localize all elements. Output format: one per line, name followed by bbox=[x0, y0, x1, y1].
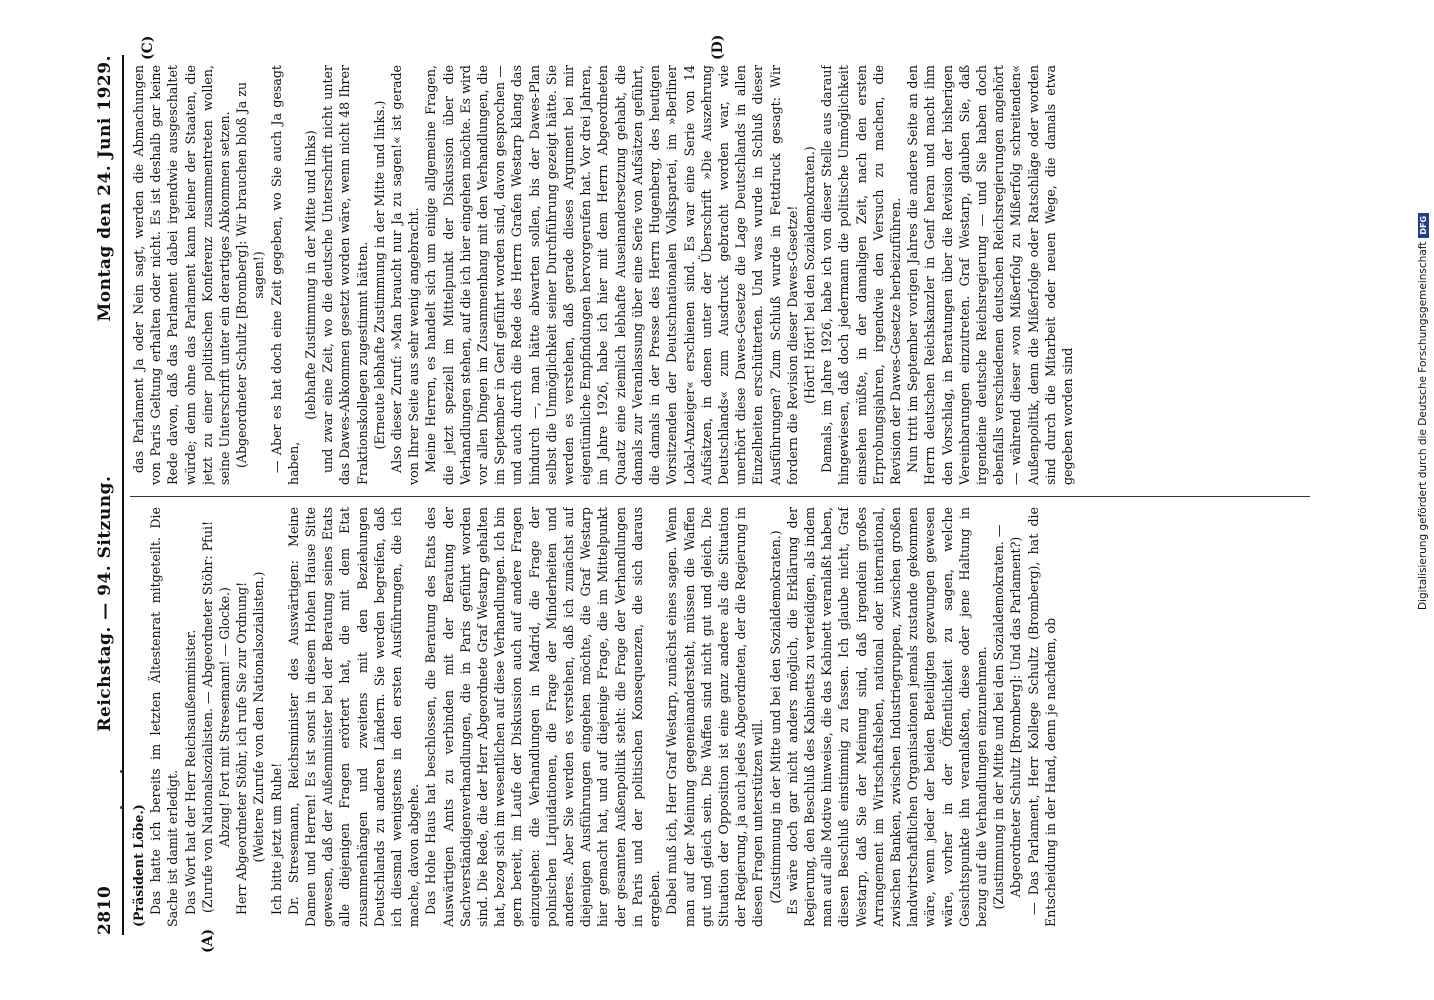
session-date: Montag den 24. Juni 1929. bbox=[95, 55, 115, 322]
interjection: (Hört! Hört! bei den Sozialdemokraten.) bbox=[801, 146, 817, 404]
paragraph: das Parlament Ja oder Nein sagt, werden die Abmachungen von Paris Geltung erhalten oder nicht. Es ist deshalb gar keine Rede davon, daß das Parlament dabei irgendwie ausgeschaltet würde; denn ohne das Parlament kann keiner der Staaten, die jetzt zu einer politischen Konferenz zusammentreten wollen, seine Unterschrift unter ein derartiges Abkommen setzen. bbox=[131, 65, 233, 485]
digitization-caption bbox=[1400, 0, 1434, 1000]
interjection: (Zustimmung in der Mitte und bei den Sozialdemokraten.) bbox=[767, 530, 783, 904]
header-rule bbox=[122, 55, 124, 935]
interjection: (Zurufe von Nationalsozialisten. — Abgeordneter Stöhr: Pfui! Abzug! Fort mit Stresemann! — Glocke.) bbox=[199, 520, 233, 914]
dfg-logo: DFG bbox=[1418, 213, 1429, 238]
column-divider bbox=[130, 496, 1310, 497]
paragraph: Das Hohe Haus hat beschlossen, die Beratung des Etats des Auswärtigen Amts zu verbinden mit der Beratung der Sachverständigenverhandlungen, die in Paris geführt worden sind. Die Rede, die der Herr Abgeordnete Graf Westarp gehalten hat, bezog sich im wesentlichen auf diese Verhandlungen. Ich bin gern bereit, im Laufe der Diskussion auch auf andere Fragen einzugehen: die Verhandlungen in Madrid, die Frage der polnischen Liquidationen, die Frage der Minderheiten und anderes. Aber Sie werden es verstehen, daß ich zunächst auf diejenigen Ausführungen eingehen möchte, die Graf Westarp hier gemacht hat, und auf diejenige Frage, die im Mittelpunkt der gesamten Außenpolitik steht: die Frage der Verhandlungen in Paris und der politischen Konsequenzen, die sich daraus ergeben. bbox=[423, 507, 663, 927]
page-number: 2810 bbox=[95, 885, 115, 935]
session-title: Reichstag. — 94. Sitzung. bbox=[95, 475, 115, 732]
scanned-page bbox=[60, 0, 1360, 1000]
paragraph: Dabei muß ich, Herr Graf Westarp, zunächst eines sagen. Wenn man auf der Meinung gegeneinandersteht, müssen die Waffen gut und gleich sein. Die Waffen sind nicht gut und gleich. Die Situation der Opposition ist eine ganz andere als die Situation der Regierung, ja auch jedes Abgeordneten, der die Regierung in diesen Fragen unterstützen will. bbox=[664, 507, 766, 927]
interjection: (Zustimmung in der Mitte und bei den Sozialdemokraten. — Abgeordneter Schultz [Bromberg]: Und das Parlament?) bbox=[991, 524, 1024, 910]
paragraph: Dr. Stresemann, Reichsminister des Auswärtigen: Meine Damen und Herren! Es ist sonst in diesem Hohen Hause Sitte gewesen, daß der Außenminister bei der Beratung seines Etats alle diejenigen Fragen erörtert hat, die mit dem Etat zusammenhängen und zweitens mit den Beziehungen Deutschlands zu anderen Ländern. Sie werden begreifen, daß ich diesmal wenigstens in den ersten Ausführungen, die ich mache, davon abgehe. bbox=[285, 507, 422, 927]
paragraph: Das Wort hat der Herr Reichsaußenminister. bbox=[182, 629, 198, 915]
right-column bbox=[130, 65, 1330, 485]
paragraph: — Das Parlament, Herr Kollege Schultz (Bromberg), hat die Entscheidung in der Hand, denn je nachdem, ob bbox=[1025, 507, 1058, 927]
interjection: (Abgeordneter Schultz [Bromberg]: Wir brauchen bloß Ja zu sagen!) bbox=[234, 81, 267, 469]
caption-text: Digitalisierung gefördert durch die Deutsche Forschungsgemeinschaft bbox=[1417, 241, 1429, 610]
interjection: (Weitere Zurufe von den Nationalsozialisten.) bbox=[251, 571, 267, 863]
speaker-note: (Präsident Löbe.) bbox=[131, 804, 146, 927]
paragraph: und zwar eine Zeit, wo die deutsche Unterschrift nicht unter das Dawes-Abkommen gesetzt worden wäre, wenn nicht 48 Ihrer Fraktionskollegen zugestimmt hätten. bbox=[320, 65, 370, 485]
scan-speckle bbox=[120, 806, 123, 809]
marker-c: (C) bbox=[140, 35, 156, 60]
scan-speckle bbox=[120, 770, 123, 773]
paragraph: — Aber es hat doch eine Zeit gegeben, wo Sie auch Ja gesagt haben, bbox=[268, 65, 301, 485]
marker-a: (A) bbox=[200, 928, 216, 953]
paragraph: Es wäre doch gar nicht anders möglich, die Erklärung der Regierung, den Beschluß des Kabinetts zu verteidigen, als indem man auf alle Motive hinweise, die das Kabinett veranlaßt haben, diesen Beschluß einstimmig zu fassen. Ich glaube nicht, Graf Westarp, daß Sie der Meinung sind, daß irgendein großes Arrangement im Wirtschaftsleben, national oder international, zwischen Banken, zwischen Industriegruppen, zwischen großen landwirtschaftlichen Organisationen jemals zustande gekommen wäre, wenn jeder der beiden Beteiligten gezwungen gewesen wäre, vorher in der Öffentlichkeit zu sagen, welche Gesichtspunkte ihn veranlaßten, diese oder jene Haltung in bezug auf die Verhandlungen einzunehmen. bbox=[784, 507, 989, 927]
interjection: (lebhafte Zustimmung in der Mitte und links) bbox=[303, 130, 319, 420]
rotated-page-content bbox=[90, 35, 1350, 955]
paragraph: Nun tritt im September vorigen Jahres die andere Seite an den Herrn deutschen Reichskanzler in Genf heran und macht ihm den Vorschlag, in Beratungen über die Revision der bisherigen Vereinbarungen einzutreten. Graf Westarp, glauben Sie, daß irgendeine deutsche Reichsregierung — und Sie haben doch ebenfalls verschiedenen deutschen Reichsregierungen angehört — während dieser »von Mißerfolg zu Mißerfolg schreitenden« Außenpolitik, denn die Mißerfolge oder Ratschläge oder worden sind durch die Mitarbeit oder neuen Wege, die damals etwa gegeben worden sind bbox=[905, 65, 1075, 485]
interjection: (Erneute lebhafte Zustimmung in der Mitte und links.) bbox=[371, 100, 387, 450]
marker-d: (D) bbox=[710, 34, 726, 60]
paragraph: Meine Herren, es handelt sich um einige allgemeine Fragen, die jetzt speziell im Mittelpunkt der Diskussion über die Verhandlungen stehen, auf die ich hier eingehen möchte. Es wird vor allen Dingen im Zusammenhang mit den Verhandlungen, die im September in Genf geführt worden sind, davon gesprochen — und auch durch die Rede des Herrn Grafen Westarp klang das hindurch —, man hätte abwarten sollen, bis der Dawes-Plan selbst die Unmöglichkeit seiner Durchführung gezeigt hätte. Sie werden es verstehen, daß gerade dieses Argument bei mir eigentümliche Empfindungen hervorgerufen hat. Vor drei Jahren, im Jahre 1926, habe ich hier mit dem Herrn Abgeordneten Quaatz eine ziemlich lebhafte Auseinandersetzung gehabt, die damals zur Veranlassung über eine Serie von Aufsätzen geführt, die damals in der Presse des Herrn Hugenberg, des heutigen Vorsitzenden der Deutschnationalen Volkspartei, im »Berliner Lokal-Anzeiger« erschienen sind. Es war eine Serie von 14 Aufsätzen, in denen unter der Überschrift »Die Auszehrung Deutschlands« zum Ausdruck gebracht worden war, wie unerhört diese Dawes-Gesetze die Lage Deutschlands in allen Einzelheiten erschütterten. Und was wurde in Schluß dieser Ausführungen? Zum Schluß wurde in Fettdruck gesagt: Wir fordern die Revision dieser Dawes-Gesetze! bbox=[423, 65, 800, 485]
page-header bbox=[90, 55, 120, 935]
paragraph: Damals, im Jahre 1926, habe ich von dieser Stelle aus darauf hingewiesen, daß doch jedermann die politische Unmöglichkeit einsehen müßte, in der damaligen Zeit, nach den ersten Erprobungsjahren, irgendwie den Versuch zu machen, die Revision der Dawes-Gesetze herbeizuführen. bbox=[819, 65, 903, 485]
paragraph: Ich bitte jetzt um Ruhe! bbox=[268, 762, 284, 915]
paragraph: Das hatte ich bereits im letzten Ältestenrat mitgeteilt. Die Sache ist damit erledigt. bbox=[148, 507, 181, 927]
paragraph: Also dieser Zuruf: »Man braucht nur Ja zu sagen!« ist gerade von Ihrer Seite aus sehr wenig angebracht. bbox=[389, 65, 422, 485]
left-column bbox=[130, 507, 1330, 927]
paragraph: Herr Abgeordneter Stöhr, ich rufe Sie zur Ordnung! bbox=[234, 581, 250, 915]
